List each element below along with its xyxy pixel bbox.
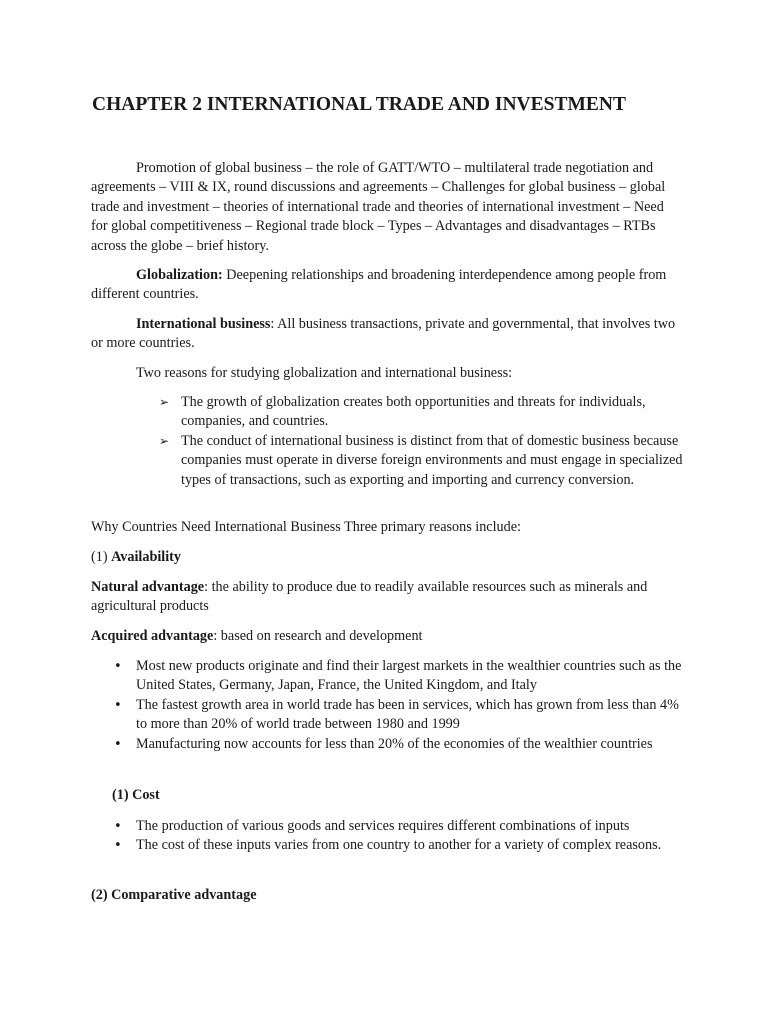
globalization-term: Globalization: xyxy=(136,267,223,283)
list-item: ➢ The conduct of international business is distinct from that of domestic business because companies must operate in diverse foreign environments and must engage in specialized types of transactions, such as exporting and importing and currency conversion. xyxy=(181,432,687,490)
international-business-text: : All business transactions, private and governmental, that involves two or more countries. xyxy=(91,316,676,352)
availability-number: (1) xyxy=(91,549,112,565)
acquired-advantage-text: : based on research and development xyxy=(213,628,423,644)
cost-heading: (1) Cost xyxy=(112,787,160,803)
international-business-definition xyxy=(91,315,683,354)
list-item: • The production of various goods and services requires different combinations of inputs xyxy=(136,817,686,836)
list-item: ➢ The growth of globalization creates both opportunities and threats for individuals, companies, and countries. xyxy=(181,393,687,432)
list-item: • The fastest growth area in world trade has been in services, which has grown from less than 4% to more than 20% of world trade between 1980 and 1999 xyxy=(136,696,686,735)
reasons-intro: Two reasons for studying globalization and international business: xyxy=(136,365,513,381)
why-countries-paragraph: Why Countries Need International Business Three primary reasons include: xyxy=(91,519,521,535)
international-business-term: International business xyxy=(136,316,271,332)
list-item: • Manufacturing now accounts for less than 20% of the economies of the wealthier countries xyxy=(136,735,686,754)
natural-advantage-term: Natural advantage xyxy=(91,579,205,595)
reasons-list xyxy=(181,393,687,490)
acquired-advantage-definition xyxy=(91,627,683,646)
acquired-advantage-term: Acquired advantage xyxy=(91,628,214,644)
chapter-intro-paragraph: Promotion of global business – the role of GATT/WTO – multilateral trade negotiation and agreements – VIII & IX, round discussions and agreements – Challenges for global business – global trade and investment – theories of international trade and theories of international investment – Need for global competitiveness – Regional trade block – Types – Advantages and disadvantages – RTBs across the globe – brief history. xyxy=(91,160,666,254)
availability-label: Availability xyxy=(111,549,181,565)
list-item: • Most new products originate and find their largest markets in the wealthier countries such as the United States, Germany, Japan, France, the United Kingdom, and Italy xyxy=(136,657,686,696)
chapter-title: CHAPTER 2 INTERNATIONAL TRADE AND INVESTMENT xyxy=(92,94,626,115)
globalization-text: Deepening relationships and broadening interdependence among people from different countries. xyxy=(91,267,667,303)
natural-advantage-text: : the ability to produce due to readily available resources such as minerals and agricultural products xyxy=(91,579,648,615)
acquired-advantage-list xyxy=(136,657,686,754)
comparative-advantage-heading: (2) Comparative advantage xyxy=(91,887,257,903)
cost-list xyxy=(136,817,686,856)
globalization-definition xyxy=(91,266,683,305)
availability-heading xyxy=(91,548,683,567)
list-item: • The cost of these inputs varies from one country to another for a variety of complex reasons. xyxy=(136,836,686,855)
natural-advantage-definition xyxy=(91,578,683,617)
